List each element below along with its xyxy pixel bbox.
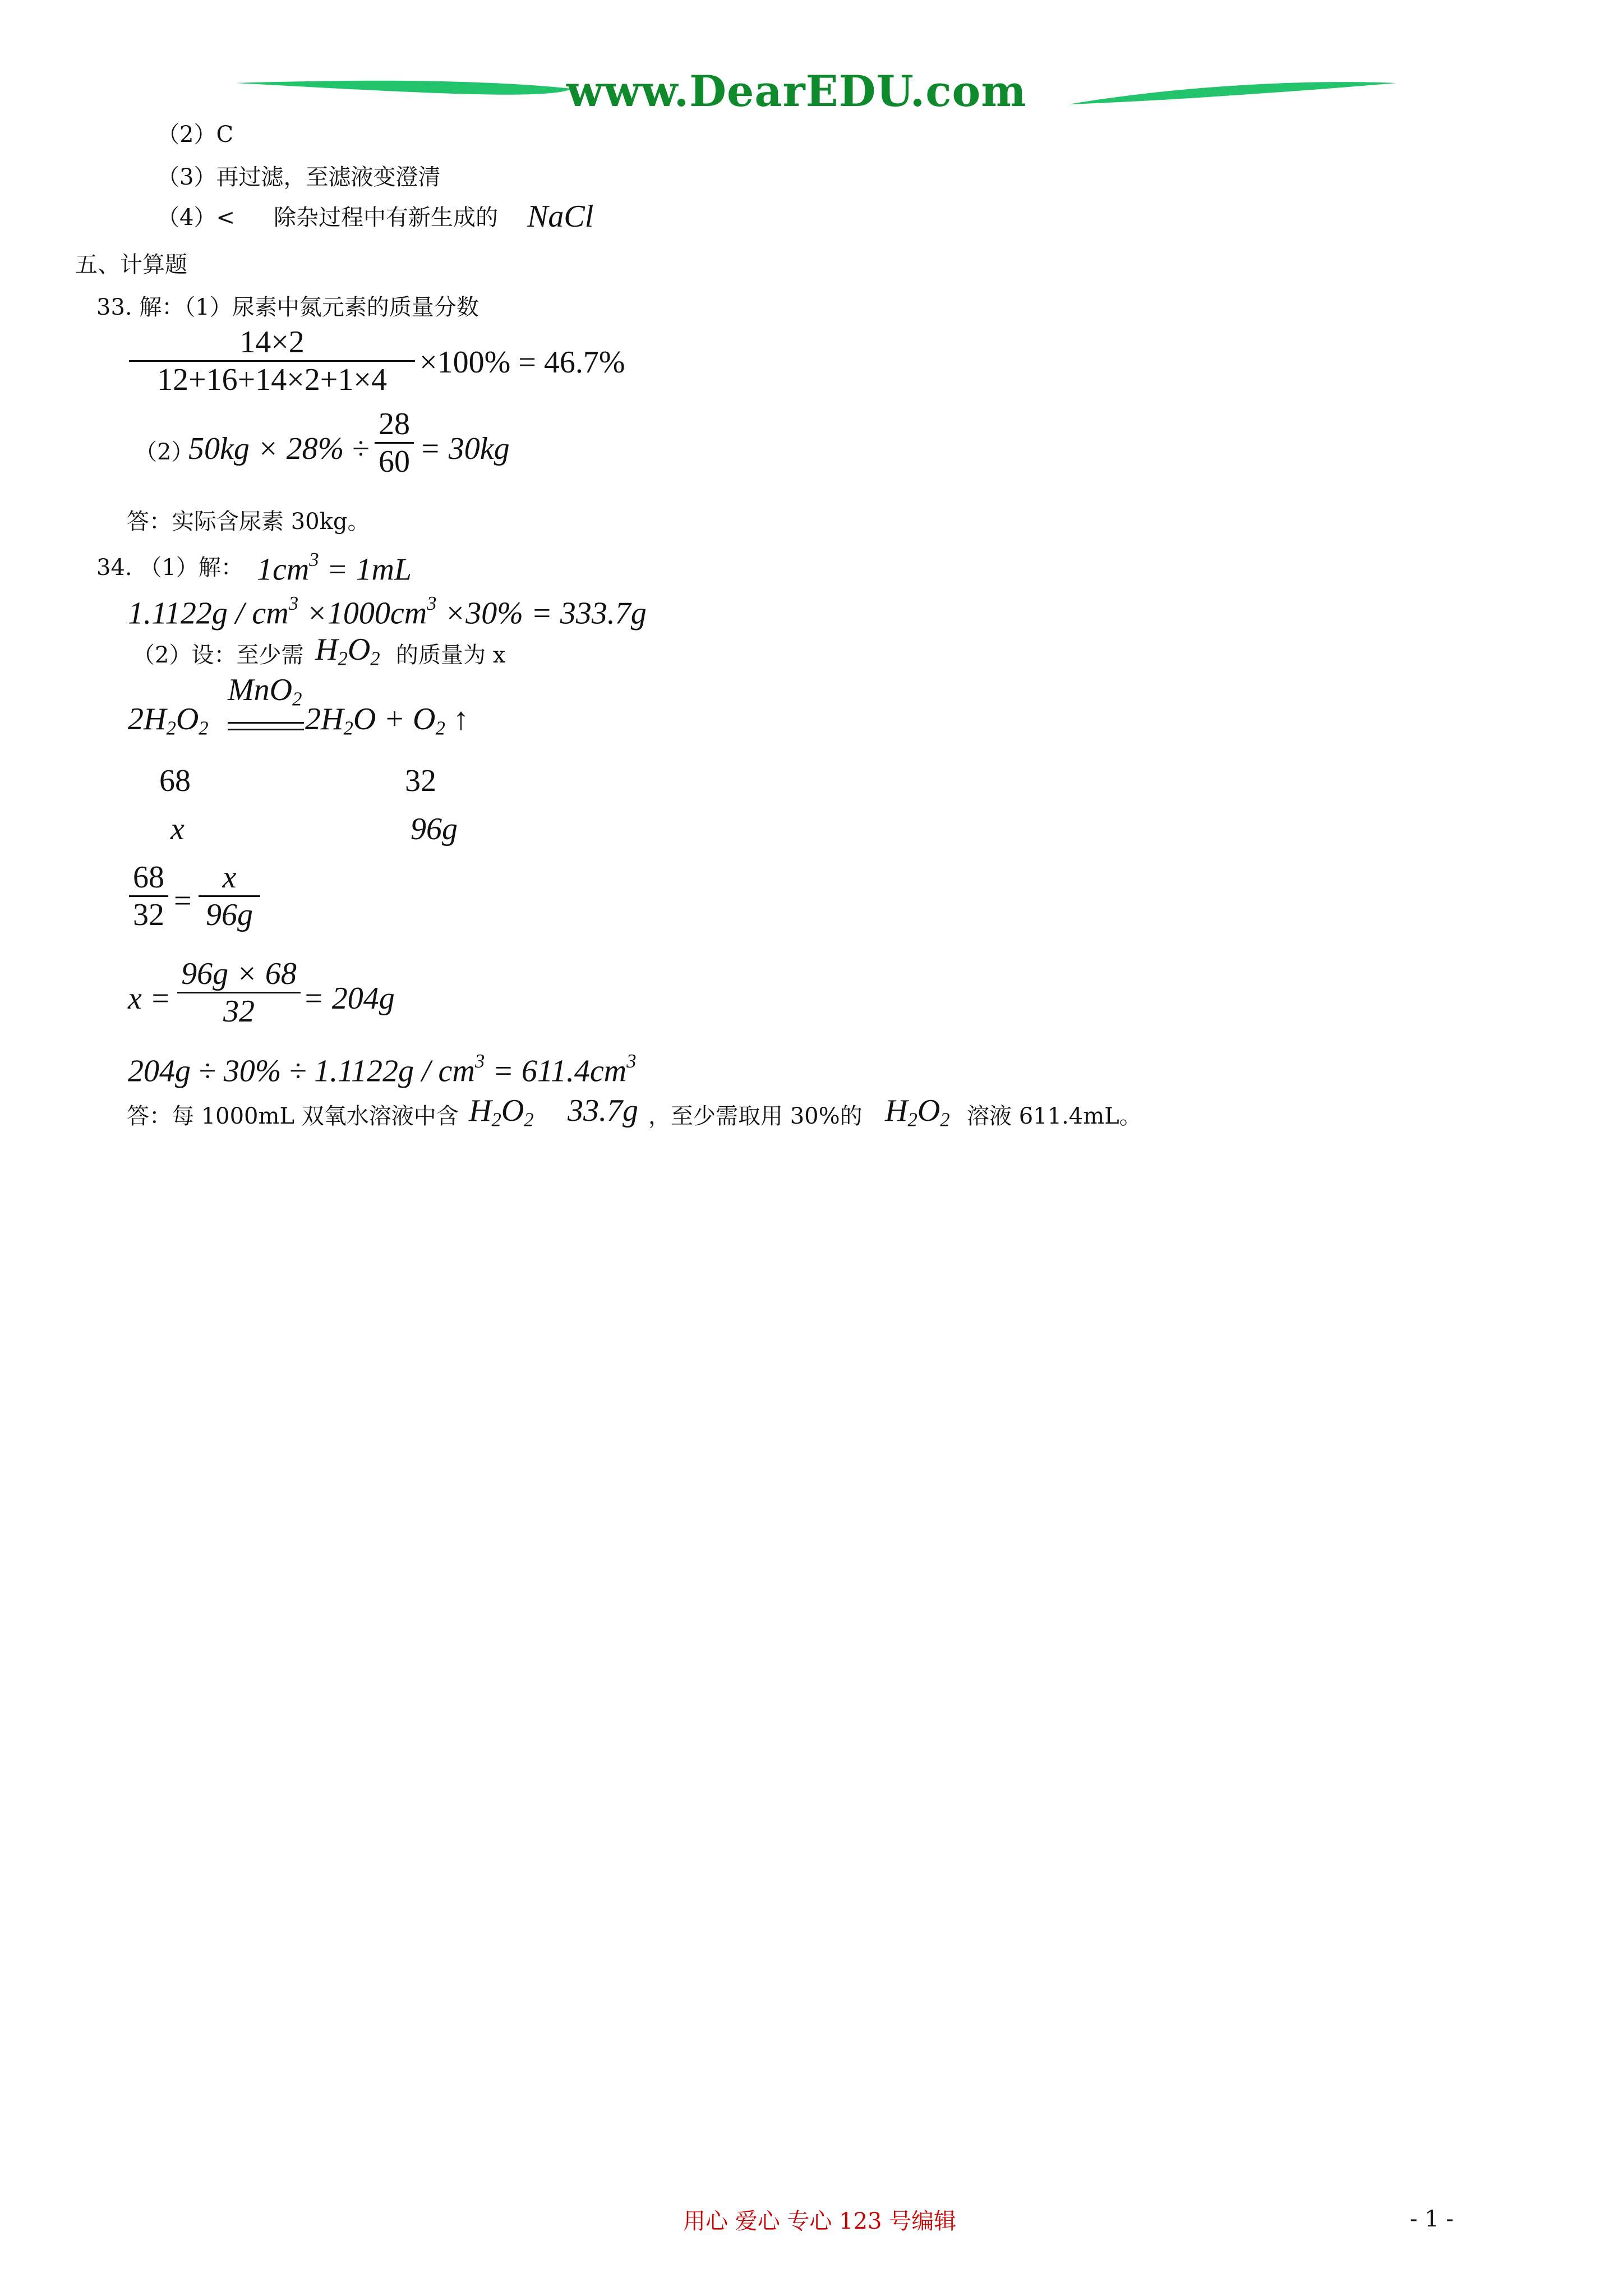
- q34-part2-let-b: 的质量为 x: [396, 642, 506, 668]
- q34-mass-calculation: $1.1122g / cm^3 \times 1000cm^3 \times 30\% = 333.7g$: [128, 592, 647, 631]
- final-answer-b: ，至少需取用 30%的: [648, 1103, 863, 1129]
- q34-label: 34. （1）解：: [96, 555, 243, 581]
- q33-part2-expr: 50kg × 28% ÷: [188, 431, 370, 466]
- q33-answer: 答：实际含尿素 30kg。: [127, 509, 370, 535]
- x-equals: x =: [128, 981, 171, 1016]
- x-fraction-numerator: 96g × 68: [181, 956, 297, 991]
- section-title: 五、计算题: [75, 252, 187, 278]
- final-answer-a: 答：每 1000mL 双氧水溶液中含: [127, 1103, 459, 1129]
- ratio-right: [199, 859, 260, 933]
- molar-mass-o2: 32: [405, 763, 436, 798]
- q33-denominator: 12+16+14×2+1×4: [157, 362, 387, 397]
- final-answer-c: 溶液 611.4mL。: [967, 1103, 1142, 1129]
- q33-intro: 33. 解：（1）尿素中氮元素的质量分数: [96, 295, 479, 320]
- h2o2-formula: $H_2O_2$: [315, 632, 380, 670]
- answer-line-2: （2）C: [157, 122, 234, 148]
- q34-part2-let-a: （2）设：至少需: [132, 642, 304, 668]
- x-fraction-denominator: 32: [223, 994, 255, 1029]
- q33-numerator: 14×2: [239, 325, 305, 360]
- reactant-h2o2: $2H_2O_2$: [128, 702, 209, 739]
- ratio-left-numerator: 68: [133, 860, 164, 895]
- q33-part2-numerator: 28: [379, 407, 410, 441]
- x-fraction: [177, 956, 301, 1029]
- q33-fraction: [129, 324, 415, 398]
- equation-equals-sign: [228, 722, 304, 730]
- answer-line-3: （3）再过滤，至滤液变澄清: [157, 164, 441, 190]
- q33-part2-denominator: 60: [379, 444, 410, 479]
- page-number: - 1 -: [1410, 2206, 1454, 2232]
- q34-unit-conversion: $1cm^3 = 1mL$: [257, 549, 412, 587]
- x-result: = 204g: [303, 981, 395, 1016]
- ratio-left-denominator: 32: [133, 898, 164, 932]
- nacl-formula: NaCl: [527, 199, 594, 234]
- q33-part2-label: （2）: [135, 439, 194, 465]
- catalyst-mno2: MnO$_2$: [228, 673, 302, 710]
- equals-sign: =: [174, 884, 192, 918]
- ratio-left: [129, 859, 168, 933]
- q33-result: ×100% = 46.7%: [419, 345, 625, 380]
- volume-calculation: $204g \div 30\% \div 1.1122g / cm^3 = 611.4cm^3$: [128, 1050, 637, 1089]
- final-h2o2-formula-2: $H_2O_2$: [885, 1093, 950, 1131]
- ratio-right-denominator: 96g: [206, 898, 253, 932]
- final-mass: 33.7g: [568, 1093, 638, 1128]
- ratio-right-numerator: x: [222, 860, 237, 895]
- unknown-x: x: [170, 812, 185, 846]
- products: $2H_2O + O_2$ ↑: [305, 702, 469, 739]
- molar-mass-h2o2: 68: [159, 763, 191, 798]
- site-url[interactable]: www.DearEDU.com: [566, 66, 1027, 116]
- q33-part2-result: = 30kg: [419, 431, 510, 466]
- footer-editor: 用心 爱心 专心 123 号编辑: [683, 2208, 957, 2234]
- answer-line-4-text: 除杂过程中有新生成的: [274, 205, 498, 231]
- given-mass-o2: 96g: [411, 812, 458, 846]
- final-h2o2-formula-1: $H_2O_2$: [469, 1093, 534, 1131]
- q33-part2-fraction: [375, 406, 414, 480]
- answer-line-4-choice: （4）<: [157, 205, 235, 231]
